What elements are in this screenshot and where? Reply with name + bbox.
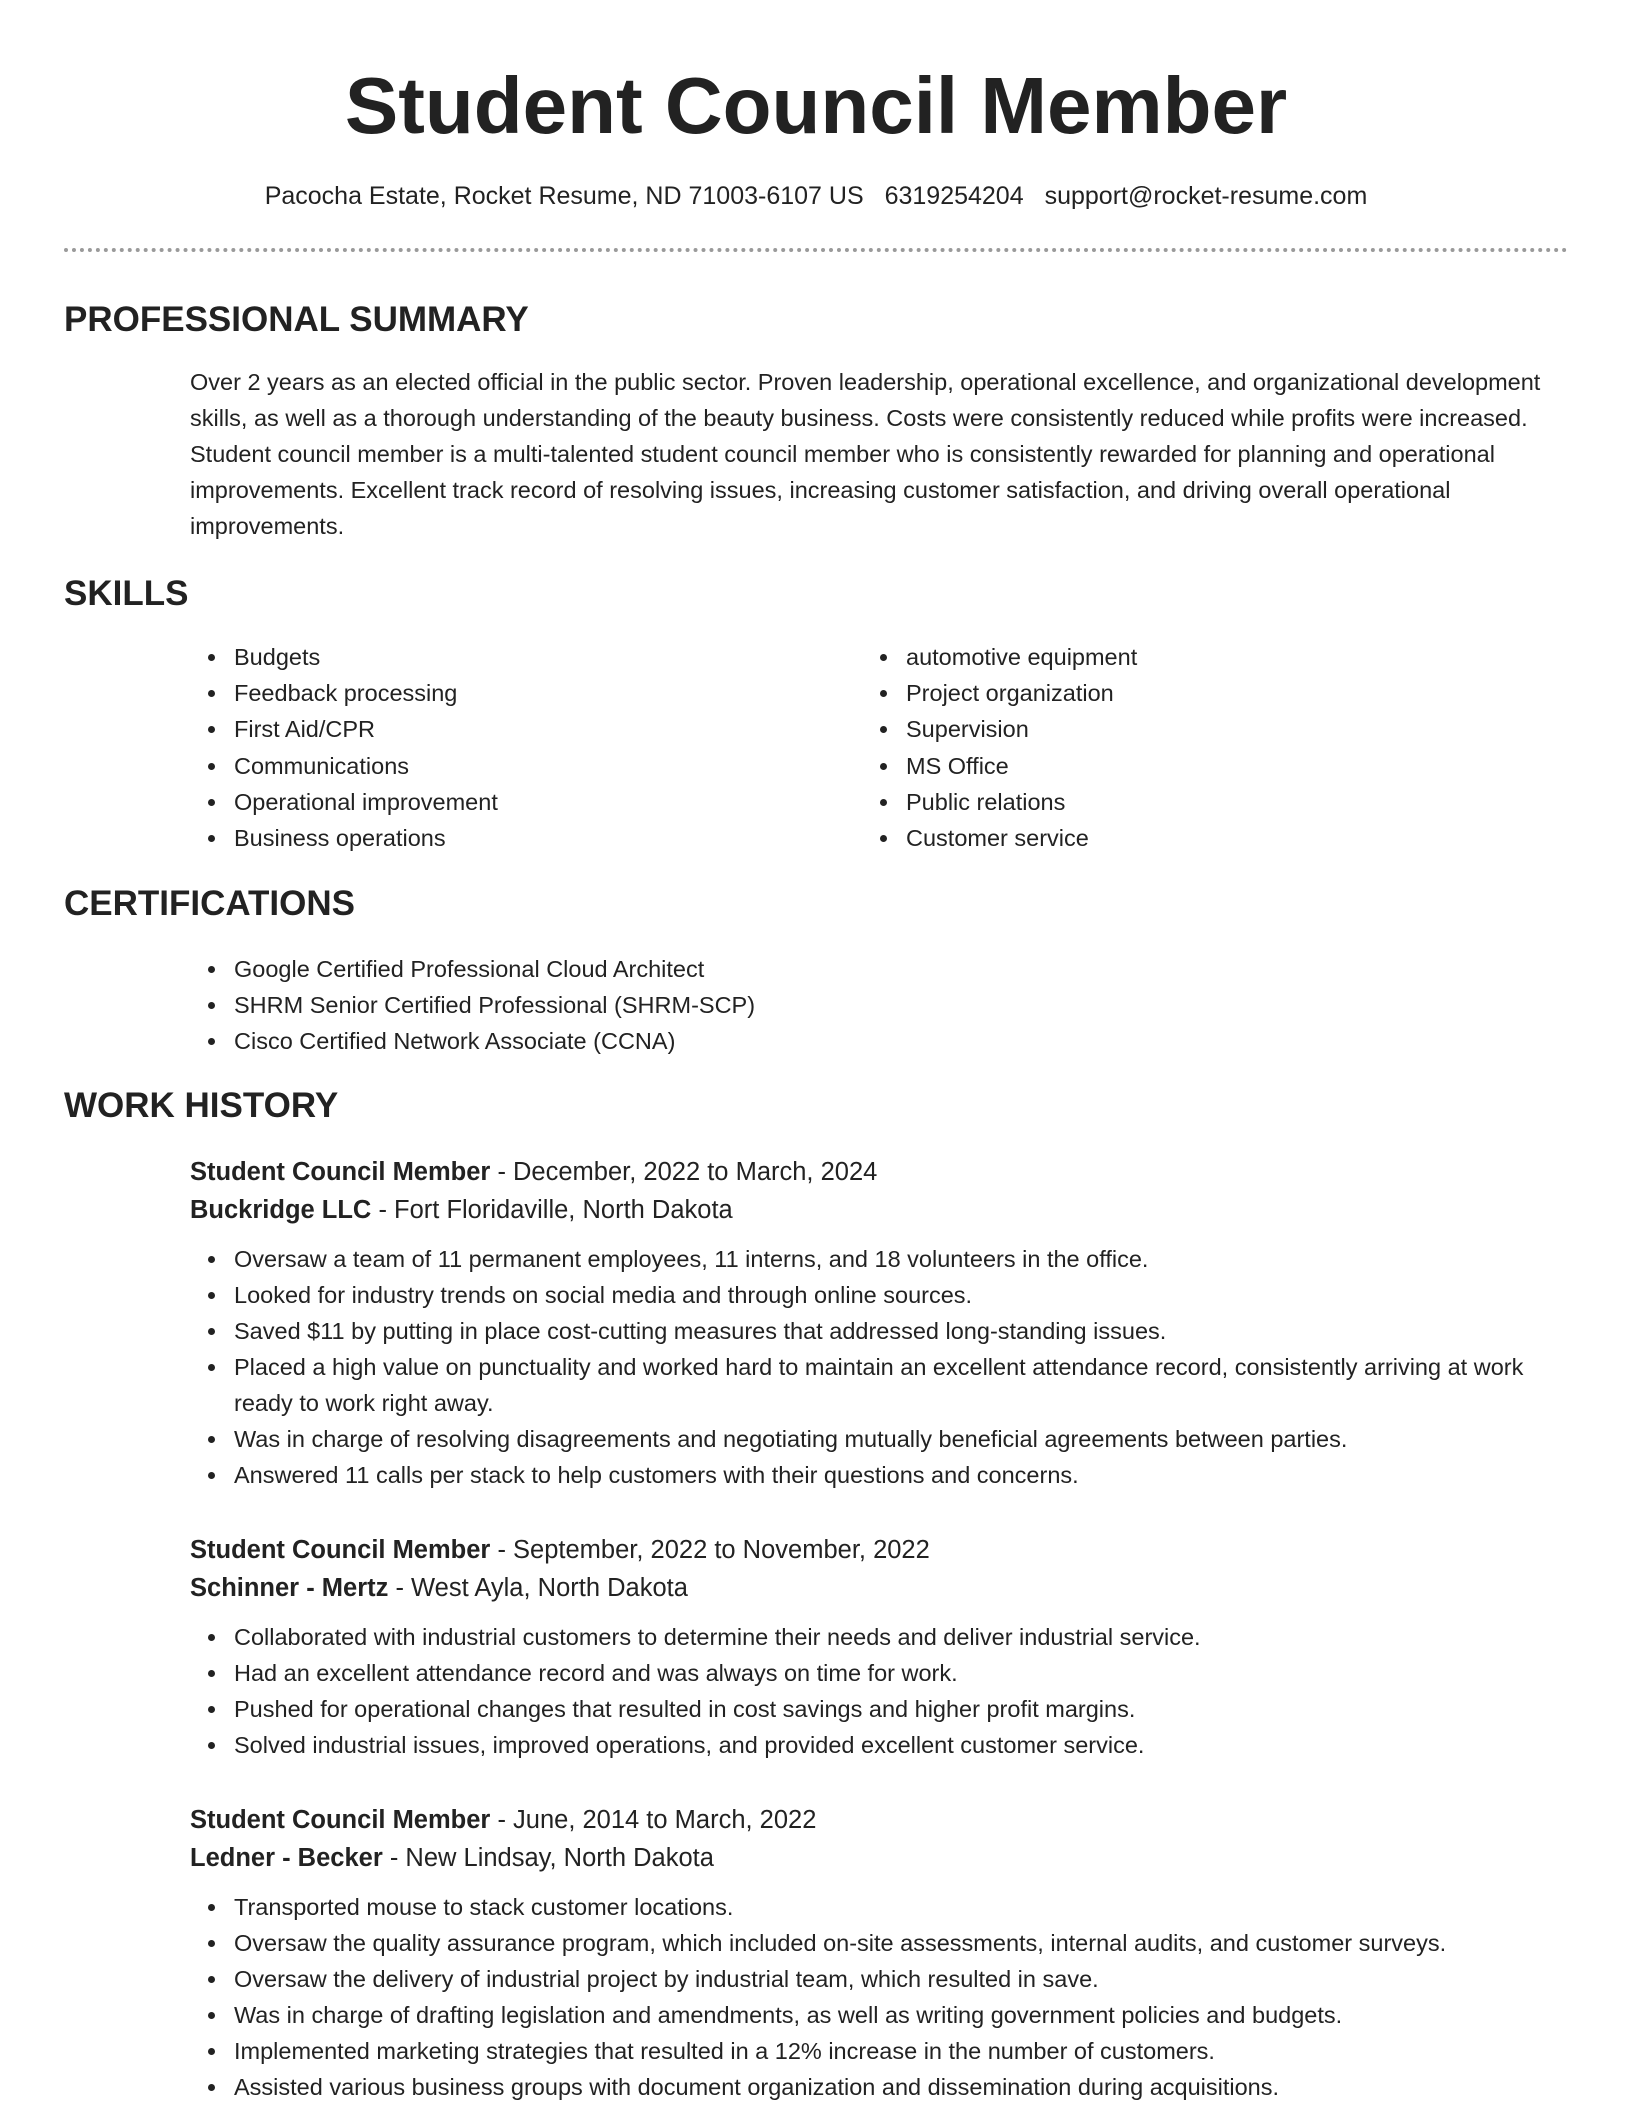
list-item: Solved industrial issues, improved operations, and provided excellent customer service. (190, 1727, 1568, 1763)
resume-page (64, 0, 1568, 2100)
job-bullets (190, 1619, 1568, 1763)
list-item: Looked for industry trends on social media and through online sources. (190, 1277, 1568, 1313)
job-role: Student Council Member (190, 1536, 491, 1564)
list-item: Placed a high value on punctuality and worked hard to maintain an excellent attendance record, consistently arriving at work ready to work right away. (190, 1349, 1568, 1421)
job-company: Schinner - Mertz (190, 1574, 389, 1602)
job-role: Student Council Member (190, 1158, 491, 1186)
list-item: Oversaw the quality assurance program, which included on-site assessments, internal audits, and customer surveys. (190, 1925, 1568, 1961)
certifications-list (190, 951, 755, 1059)
skills-list-left (190, 639, 498, 856)
job-dates: - September, 2022 to November, 2022 (490, 1536, 930, 1564)
job-dates: - June, 2014 to March, 2022 (490, 1806, 817, 1834)
list-item: Supervision (862, 711, 1137, 747)
job-company: Ledner - Becker (190, 1844, 383, 1872)
candidate-name: Student Council Member (344, 61, 1288, 150)
contact-email: support@rocket-resume.com (1044, 182, 1368, 210)
list-item: Business operations (190, 820, 498, 856)
job-location: - New Lindsay, North Dakota (382, 1844, 714, 1872)
contact-line (64, 180, 1568, 212)
list-item: Communications (190, 748, 498, 784)
list-item: Operational improvement (190, 784, 498, 820)
job-company-line (190, 1839, 1568, 1877)
list-item: Answered 11 calls per stack to help customers with their questions and concerns. (190, 1457, 1568, 1493)
list-item: Collaborated with industrial customers to determine their needs and deliver industrial service. (190, 1619, 1568, 1655)
job-entry (190, 1153, 1568, 1493)
list-item: Assisted various business groups with document organization and dissemination during acquisitions. (190, 2069, 1568, 2105)
skills-list-right (862, 639, 1137, 856)
job-location: - Fort Floridaville, North Dakota (371, 1196, 733, 1224)
list-item: Was in charge of drafting legislation and amendments, as well as writing government policies and budgets. (190, 1997, 1568, 2033)
list-item: Public relations (862, 784, 1137, 820)
list-item: Pushed for operational changes that resulted in cost savings and higher profit margins. (190, 1691, 1568, 1727)
list-item: Budgets (190, 639, 498, 675)
skills-heading: SKILLS (64, 574, 189, 613)
job-entry (190, 1801, 1568, 2105)
list-item: Customer service (862, 820, 1137, 856)
job-title-line (190, 1531, 1568, 1569)
job-company-line (190, 1569, 1568, 1607)
job-company: Buckridge LLC (190, 1196, 372, 1224)
list-item: automotive equipment (862, 639, 1137, 675)
job-bullets (190, 1889, 1568, 2105)
list-item: Project organization (862, 675, 1137, 711)
list-item: Implemented marketing strategies that resulted in a 12% increase in the number of customers. (190, 2033, 1568, 2069)
summary-text: Over 2 years as an elected official in the public sector. Proven leadership, operational excellence, and organizational development skills, as well as a thorough understanding of the beauty business. Costs were consistently reduced while profits were increased. Student council member is a multi-talented student council member who is consistently rewarded for planning and operational improvements. Excellent track record of resolving issues, increasing customer satisfaction, and driving overall operational improvements. (190, 369, 1541, 539)
job-entry (190, 1531, 1568, 1763)
contact-address: Pacocha Estate, Rocket Resume, ND 71003-6107 US (264, 182, 864, 210)
list-item: SHRM Senior Certified Professional (SHRM-SCP) (190, 987, 755, 1023)
work-history-heading: WORK HISTORY (64, 1086, 339, 1125)
job-dates: - December, 2022 to March, 2024 (490, 1158, 878, 1186)
job-bullets (190, 1241, 1568, 1493)
certifications-heading: CERTIFICATIONS (64, 884, 356, 923)
summary-heading: PROFESSIONAL SUMMARY (64, 300, 529, 339)
list-item: Cisco Certified Network Associate (CCNA) (190, 1023, 755, 1059)
list-item: Transported mouse to stack customer locations. (190, 1889, 1568, 1925)
list-item: Was in charge of resolving disagreements and negotiating mutually beneficial agreements between parties. (190, 1421, 1568, 1457)
job-title-line (190, 1153, 1568, 1191)
list-item: MS Office (862, 748, 1137, 784)
list-item: Oversaw the delivery of industrial project by industrial team, which resulted in save. (190, 1961, 1568, 1997)
list-item: First Aid/CPR (190, 711, 498, 747)
contact-phone: 6319254204 (884, 182, 1024, 210)
list-item: Feedback processing (190, 675, 498, 711)
job-company-line (190, 1191, 1568, 1229)
list-item: Saved $11 by putting in place cost-cutting measures that addressed long-standing issues. (190, 1313, 1568, 1349)
header-divider (64, 248, 1568, 252)
list-item: Had an excellent attendance record and was always on time for work. (190, 1655, 1568, 1691)
list-item: Oversaw a team of 11 permanent employees, 11 interns, and 18 volunteers in the office. (190, 1241, 1568, 1277)
list-item: Google Certified Professional Cloud Architect (190, 951, 755, 987)
job-location: - West Ayla, North Dakota (388, 1574, 688, 1602)
job-title-line (190, 1801, 1568, 1839)
job-role: Student Council Member (190, 1806, 491, 1834)
